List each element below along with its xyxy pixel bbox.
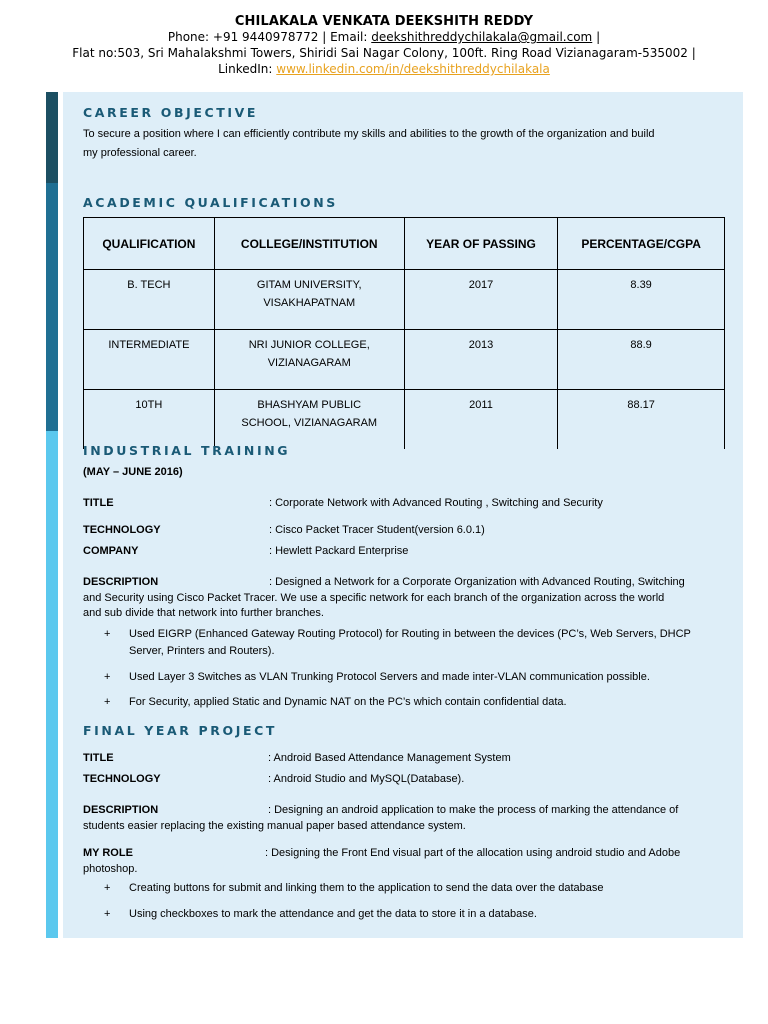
col-qualification: QUALIFICATION [84,218,215,270]
academic-table [83,217,725,449]
col-percentage: PERCENTAGE/CGPA [558,218,725,270]
table-row: B. TECH GITAM UNIVERSITY, VISAKHAPATNAM 2017 8.39 [84,270,725,330]
training-period: (MAY – JUNE 2016) [83,466,183,478]
table-header-row [84,218,725,270]
email-link[interactable]: deekshithreddychilakala@gmail.com [371,30,593,44]
plus-bullet-icon: + [104,696,111,708]
accent-bar-mid [46,183,58,431]
linkedin-line [0,61,768,77]
training-heading: INDUSTRIAL TRAINING [83,443,291,458]
col-college: COLLEGE/INSTITUTION [214,218,404,270]
accent-bar-light [46,431,58,938]
accent-bar-dark [46,92,58,183]
linkedin-link[interactable]: www.linkedin.com/in/deekshithreddychilakala [276,62,550,76]
career-objective-text: To secure a position where I can efficiently contribute my skills and abilities to the growth of the organization and build my professional career. [83,128,655,159]
plus-bullet-icon: + [104,628,111,640]
training-description: DESCRIPTION : Designed a Network for a Corporate Organization with Advanced Routing, Switching and Security using Cisco Packet Tracer. We use a specific network for each branch of the organization across the world and sub divide that network into further branches. [83,576,685,619]
resume-header [0,14,768,77]
plus-bullet-icon: + [104,882,111,894]
phone-number: +91 9440978772 [212,30,319,44]
table-row: INTERMEDIATE NRI JUNIOR COLLEGE, VIZIANAGARAM 2013 88.9 [84,330,725,390]
address: Flat no:503, Sri Mahalakshmi Towers, Shiridi Sai Nagar Colony, 100ft. Ring Road Vizianagaram-535002 [72,46,688,60]
col-year: YEAR OF PASSING [404,218,557,270]
project-description: DESCRIPTION : Designing an android application to make the process of marking the attendance of students easier replacing the existing manual paper based attendance system. [83,804,679,832]
email-label: Email: [330,30,372,44]
contact-line: Phone: +91 9440978772 | Email: deekshithreddychilakala@gmail.com | [167,30,601,44]
phone-label: Phone: [167,30,213,44]
candidate-name: CHILAKALA VENKATA DEEKSHITH REDDY [234,14,534,29]
project-role: MY ROLE : Designing the Front End visual part of the allocation using android studio and Adobe photoshop. [83,847,681,875]
address-line: Flat no:503, Sri Mahalakshmi Towers, Shiridi Sai Nagar Colony, 100ft. Ring Road Vizianagaram-535002 | [72,46,696,60]
table-row: 10TH BHASHYAM PUBLIC SCHOOL, VIZIANAGARAM 2011 88.17 [84,390,725,450]
linkedin-label: LinkedIn: [218,62,277,76]
plus-bullet-icon: + [104,671,111,683]
career-objective-heading: CAREER OBJECTIVE [83,105,259,120]
academic-heading: ACADEMIC QUALIFICATIONS [83,195,338,210]
project-heading: FINAL YEAR PROJECT [83,723,277,738]
plus-bullet-icon: + [104,908,111,920]
